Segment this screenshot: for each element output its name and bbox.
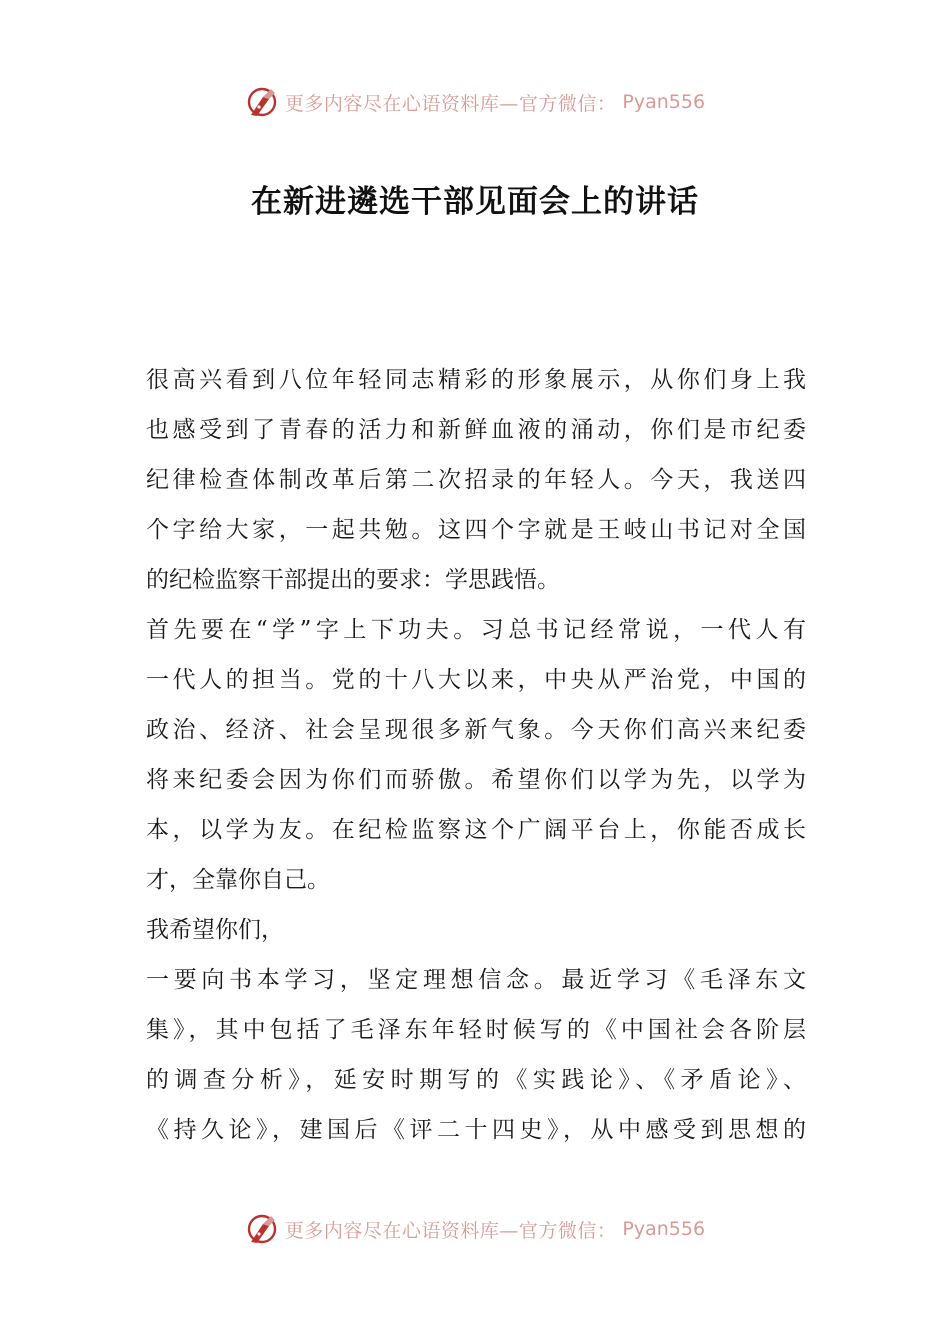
document-title: 在新进遴选干部见面会上的讲话	[251, 184, 699, 220]
wechat-id: Pyan556	[622, 91, 706, 113]
text-line: 也感受到了青春的活力和新鲜血液的涌动，你们是市纪委	[146, 417, 806, 443]
footer-watermark-banner	[0, 1209, 950, 1249]
text-line: 本，以学为友。在纪检监察这个广阔平台上，你能否成长	[146, 817, 806, 843]
text-line: 政治、经济、社会呈现很多新气象。今天你们高兴来纪委	[146, 717, 806, 743]
text-line: 首先要在“学”字上下功夫。习总书记经常说，一代人有	[146, 617, 806, 643]
text-line: 将来纪委会因为你们而骄傲。希望你们以学为先，以学为	[146, 767, 806, 793]
text-line: 一要向书本学习，坚定理想信念。最近学习《毛泽东文	[146, 967, 806, 993]
wechat-id: Pyan556	[622, 1218, 706, 1240]
text-line: 一代人的担当。党的十八大以来，中央从严治党，中国的	[146, 667, 806, 693]
pen-nib-circle-icon	[245, 85, 279, 119]
text-line: 《持久论》，建国后《评二十四史》，从中感受到思想的	[146, 1117, 806, 1143]
text-line: 个字给大家，一起共勉。这四个字就是王岐山书记对全国	[146, 517, 806, 543]
text-line: 纪律检查体制改革后第二次招录的年轻人。今天，我送四	[146, 467, 806, 493]
text-line: 集》，其中包括了毛泽东年轻时候写的《中国社会各阶层	[146, 1017, 806, 1043]
watermark-text: 更多内容尽在心语资料库—官方微信：	[284, 92, 617, 115]
text-line: 我希望你们，	[146, 917, 284, 943]
text-line: 才，全靠你自己。	[146, 867, 330, 893]
text-line: 的纪检监察干部提出的要求：学思践悟。	[146, 567, 560, 593]
pen-nib-circle-icon	[245, 1212, 279, 1246]
text-line: 的调查分析》，延安时期写的《实践论》、《矛盾论》、	[146, 1067, 806, 1093]
text-line: 很高兴看到八位年轻同志精彩的形象展示，从你们身上我	[146, 367, 806, 393]
document-body	[146, 355, 806, 1155]
header-watermark-banner	[0, 82, 950, 122]
watermark-text: 更多内容尽在心语资料库—官方微信：	[284, 1219, 617, 1242]
